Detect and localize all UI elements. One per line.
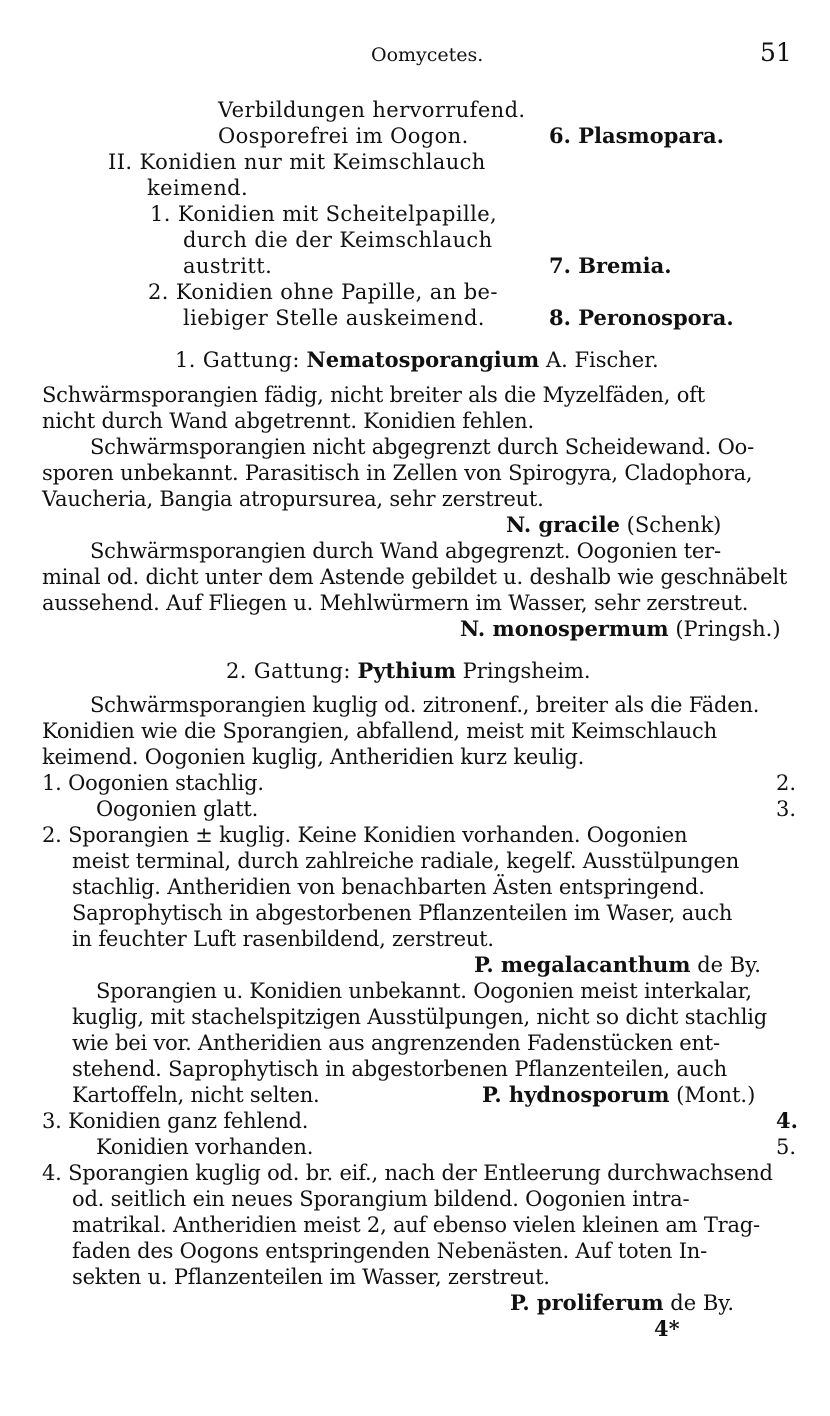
key-line: 2. Konidien ohne Papille, an be- [148,280,498,304]
key2-line: Oogonien glatt. [96,797,259,821]
text-line: Vaucheria, Bangia atropursurea, sehr zerstreut. [42,487,544,511]
species-proliferum: P. proliferum de By. [510,1290,735,1315]
species-gracile: N. gracile (Schenk) [506,512,722,537]
key2-line: matrikal. Antheridien meist 2, auf ebenso vielen kleinen am Trag- [72,1213,760,1237]
key-line: Verbildungen hervorrufend. [218,98,526,122]
text-line: Schwärmsporangien fädig, nicht breiter als die Myzelfäden, oft [42,383,705,407]
key2-ref: 2. [776,771,797,795]
key-line: liebiger Stelle auskeimend. [183,306,485,330]
key-line: 1. Konidien mit Scheitelpapille, [150,202,498,226]
key-line: austritt. [183,254,273,278]
species-monospermum: N. monospermum (Pringsh.) [460,616,781,641]
key2-line: in feuchter Luft rasenbildend, zerstreut. [72,927,494,951]
page-number: 51 [760,38,792,67]
key2-line: stachlig. Antheridien von benachbarten Ästen entspringend. [72,875,705,899]
key2-ref: 4. [776,1108,798,1133]
text-line: Schwärmsporangien nicht abgegrenzt durch Scheidewand. Oo- [90,435,754,459]
key2-ref: 3. [776,797,797,821]
key-line: II. Konidien nur mit Keimschlauch [108,150,486,174]
text-line: minal od. dicht unter dem Astende gebildet u. deshalb wie geschnäbelt [42,565,788,589]
key2-line: Kartoffeln, nicht selten. [72,1083,320,1107]
text-line: keimend. Oogonien kuglig, Antheridien kurz keulig. [42,745,585,769]
text-line: Schwärmsporangien kuglig od. zitronenf., breiter als die Fäden. [90,693,760,717]
key-line: durch die der Keimschlauch [183,228,493,252]
signature-mark: 4* [654,1316,680,1341]
key2-line: meist terminal, durch zahlreiche radiale, kegelf. Ausstülpungen [72,849,740,873]
key2-line: 1. Oogonien stachlig. [42,771,264,795]
key2-line: Saprophytisch in abgestorbenen Pflanzenteilen im Waser, auch [72,901,733,925]
species-hydnosporum: P. hydnosporum (Mont.) [482,1082,756,1107]
key2-line: 2. Sporangien ± kuglig. Keine Konidien vorhanden. Oogonien [42,823,688,847]
genus-heading-1: 1. Gattung: Nematosporangium A. Fischer. [175,347,659,372]
key-result-peronospora: 8. Peronospora. [549,305,734,330]
key2-line: 4. Sporangien kuglig od. br. eif., nach der Entleerung durchwachsend [42,1161,773,1185]
key2-line: stehend. Saprophytisch in abgestorbenen Pflanzenteilen, auch [72,1057,727,1081]
key2-line: Sporangien u. Konidien unbekannt. Oogonien meist interkalar, [96,979,752,1003]
key2-line: sekten u. Pflanzenteilen im Wasser, zerstreut. [72,1265,550,1289]
key-result-plasmopara: 6. Plasmopara. [549,123,724,148]
text-line: sporen unbekannt. Parasitisch in Zellen von Spirogyra, Cladophora, [42,461,753,485]
key-line: keimend. [147,176,249,200]
key2-line: kuglig, mit stachelspitzigen Ausstülpungen, nicht so dicht stachlig [72,1005,768,1029]
genus-heading-2: 2. Gattung: Pythium Pringsheim. [226,658,591,683]
species-megalacanthum: P. megalacanthum de By. [474,952,761,977]
key2-line: faden des Oogons entspringenden Nebenästen. Auf toten In- [72,1239,708,1263]
key2-line: Konidien vorhanden. [96,1135,314,1159]
key2-line: 3. Konidien ganz fehlend. [42,1109,309,1133]
key2-ref: 5. [776,1135,797,1159]
text-line: nicht durch Wand abgetrennt. Konidien fehlen. [42,409,534,433]
key2-line: wie bei vor. Antheridien aus angrenzenden Fadenstücken ent- [72,1031,720,1055]
text-line: Konidien wie die Sporangien, abfallend, meist mit Keimschlauch [42,719,717,743]
key-result-bremia: 7. Bremia. [549,253,672,278]
text-line: aussehend. Auf Fliegen u. Mehlwürmern im Wasser, sehr zerstreut. [42,591,749,615]
key2-line: od. seitlich ein neues Sporangium bildend. Oogonien intra- [72,1187,690,1211]
text-line: Schwärmsporangien durch Wand abgegrenzt. Oogonien ter- [90,539,721,563]
running-title: Oomycetes. [371,44,484,66]
key-line: Oosporefrei im Oogon. [218,124,469,148]
